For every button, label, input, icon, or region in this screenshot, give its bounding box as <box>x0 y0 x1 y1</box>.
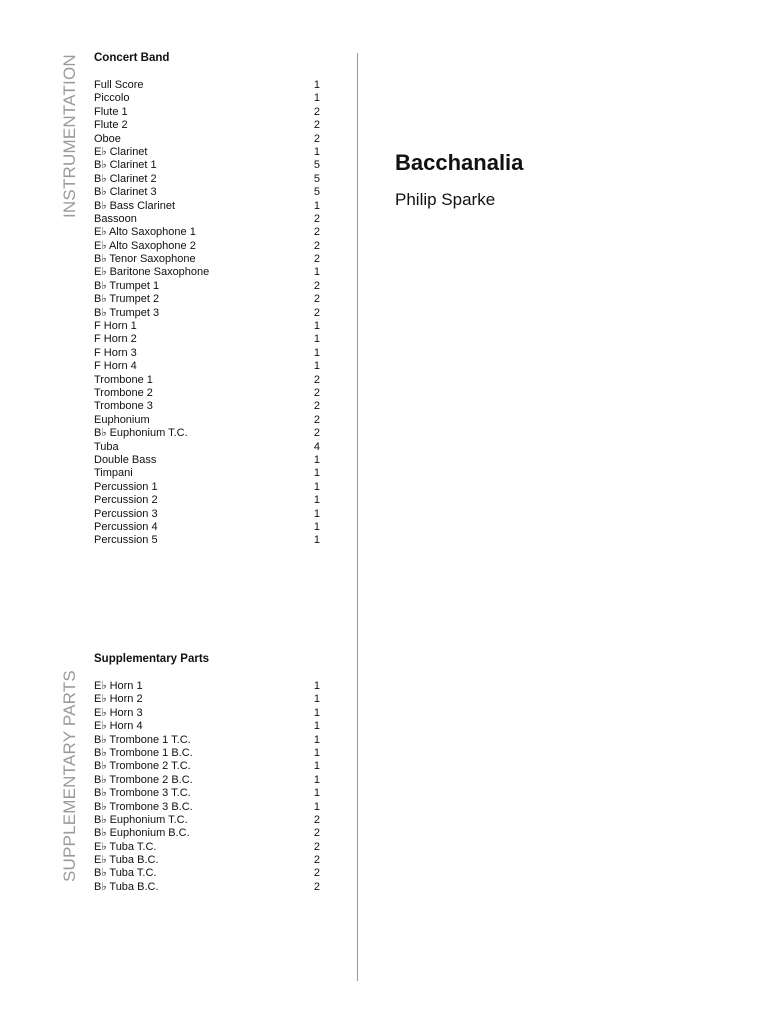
part-quantity: 2 <box>313 813 320 826</box>
part-name: E♭ Tuba B.C. <box>94 854 159 867</box>
part-name: Piccolo <box>94 92 130 105</box>
part-name: Percussion 3 <box>94 507 158 520</box>
part-name: E♭ Alto Saxophone 2 <box>94 239 196 252</box>
part-row <box>94 454 326 467</box>
part-name: B♭ Bass Clarinet <box>94 199 175 212</box>
part-name: B♭ Tuba T.C. <box>94 867 157 880</box>
piece-title: Bacchanalia <box>395 150 524 175</box>
part-name: B♭ Euphonium T.C. <box>94 813 188 826</box>
part-name: E♭ Tuba T.C. <box>94 840 157 853</box>
part-row <box>94 79 326 92</box>
part-row <box>94 92 326 105</box>
part-name: Percussion 4 <box>94 520 158 533</box>
part-quantity: 1 <box>313 346 320 359</box>
part-quantity: 2 <box>313 413 320 426</box>
part-row <box>94 240 326 253</box>
part-name: B♭ Clarinet 2 <box>94 172 157 185</box>
column-divider <box>357 53 358 981</box>
part-quantity: 2 <box>313 306 320 319</box>
part-name: B♭ Trombone 1 T.C. <box>94 733 191 746</box>
part-quantity: 2 <box>313 132 320 145</box>
part-quantity: 2 <box>313 279 320 292</box>
part-quantity: 1 <box>313 467 320 480</box>
part-quantity: 1 <box>313 706 320 719</box>
part-quantity: 1 <box>313 773 320 786</box>
part-quantity: 2 <box>313 253 320 266</box>
part-quantity: 1 <box>313 453 320 466</box>
part-quantity: 1 <box>313 320 320 333</box>
concert-band-heading: Concert Band <box>94 52 170 64</box>
part-row <box>94 427 326 440</box>
part-quantity: 4 <box>313 440 320 453</box>
part-quantity: 1 <box>313 360 320 373</box>
part-row <box>94 774 326 787</box>
part-name: Trombone 2 <box>94 386 153 399</box>
part-name: Euphonium <box>94 413 150 426</box>
part-quantity: 1 <box>313 760 320 773</box>
part-quantity: 1 <box>313 494 320 507</box>
part-row <box>94 253 326 266</box>
part-row <box>94 307 326 320</box>
part-row <box>94 693 326 706</box>
part-row <box>94 707 326 720</box>
part-name: F Horn 2 <box>94 333 137 346</box>
part-row <box>94 801 326 814</box>
part-name: F Horn 1 <box>94 320 137 333</box>
part-name: E♭ Horn 2 <box>94 693 143 706</box>
part-quantity: 1 <box>313 199 320 212</box>
part-row <box>94 467 326 480</box>
part-row <box>94 280 326 293</box>
part-quantity: 2 <box>313 373 320 386</box>
part-name: Flute 1 <box>94 105 128 118</box>
part-row <box>94 266 326 279</box>
part-row <box>94 374 326 387</box>
part-name: Flute 2 <box>94 119 128 132</box>
part-name: F Horn 3 <box>94 346 137 359</box>
concert-band-parts-list <box>94 79 326 548</box>
part-quantity: 1 <box>313 507 320 520</box>
part-row <box>94 747 326 760</box>
part-row <box>94 293 326 306</box>
part-quantity: 1 <box>313 787 320 800</box>
part-row <box>94 159 326 172</box>
part-name: E♭ Horn 3 <box>94 706 143 719</box>
part-quantity: 2 <box>313 119 320 132</box>
part-row <box>94 787 326 800</box>
part-quantity: 1 <box>313 79 320 91</box>
part-row <box>94 173 326 186</box>
part-name: B♭ Euphonium B.C. <box>94 827 190 840</box>
part-row <box>94 760 326 773</box>
part-quantity: 1 <box>313 534 320 547</box>
part-name: E♭ Horn 4 <box>94 720 143 733</box>
part-row <box>94 521 326 534</box>
part-row <box>94 720 326 733</box>
part-quantity: 2 <box>313 293 320 306</box>
instrumentation-side-label: INSTRUMENTATION <box>60 54 79 218</box>
part-name: E♭ Clarinet <box>94 145 148 158</box>
part-row <box>94 534 326 547</box>
part-row <box>94 186 326 199</box>
part-row <box>94 827 326 840</box>
part-name: E♭ Alto Saxophone 1 <box>94 226 196 239</box>
part-row <box>94 508 326 521</box>
part-quantity: 1 <box>313 733 320 746</box>
part-name: Trombone 3 <box>94 400 153 413</box>
part-row <box>94 106 326 119</box>
part-row <box>94 360 326 373</box>
part-quantity: 1 <box>313 520 320 533</box>
part-name: Percussion 2 <box>94 494 158 507</box>
part-row <box>94 481 326 494</box>
part-name: Full Score <box>94 79 144 91</box>
part-name: B♭ Tuba B.C. <box>94 880 159 893</box>
part-quantity: 1 <box>313 800 320 813</box>
part-quantity: 1 <box>313 92 320 105</box>
part-name: B♭ Trumpet 3 <box>94 306 160 319</box>
part-quantity: 2 <box>313 827 320 840</box>
part-name: Tuba <box>94 440 119 453</box>
part-quantity: 2 <box>313 239 320 252</box>
supplementary-parts-heading: Supplementary Parts <box>94 653 210 665</box>
part-row <box>94 119 326 132</box>
part-quantity: 2 <box>313 880 320 893</box>
part-name: F Horn 4 <box>94 360 137 373</box>
part-row <box>94 734 326 747</box>
part-quantity: 1 <box>313 480 320 493</box>
part-row <box>94 400 326 413</box>
part-quantity: 2 <box>313 226 320 239</box>
part-name: B♭ Trombone 3 B.C. <box>94 800 193 813</box>
part-name: Percussion 5 <box>94 534 158 547</box>
part-name: Double Bass <box>94 453 157 466</box>
part-quantity: 1 <box>313 680 320 692</box>
part-quantity: 2 <box>313 427 320 440</box>
part-quantity: 2 <box>313 840 320 853</box>
part-quantity: 2 <box>313 400 320 413</box>
part-name: E♭ Baritone Saxophone <box>94 266 210 279</box>
part-quantity: 5 <box>313 172 320 185</box>
part-quantity: 5 <box>313 186 320 199</box>
part-name: B♭ Tenor Saxophone <box>94 253 196 266</box>
part-row <box>94 133 326 146</box>
part-quantity: 2 <box>313 854 320 867</box>
part-row <box>94 226 326 239</box>
part-row <box>94 867 326 880</box>
part-quantity: 1 <box>313 746 320 759</box>
part-quantity: 1 <box>313 693 320 706</box>
part-name: B♭ Clarinet 3 <box>94 186 157 199</box>
part-name: Bassoon <box>94 212 137 225</box>
part-quantity: 2 <box>313 867 320 880</box>
part-name: Timpani <box>94 467 133 480</box>
part-row <box>94 387 326 400</box>
part-row <box>94 494 326 507</box>
part-quantity: 2 <box>313 212 320 225</box>
part-name: B♭ Trombone 2 T.C. <box>94 760 191 773</box>
part-name: B♭ Trombone 2 B.C. <box>94 773 193 786</box>
part-quantity: 5 <box>313 159 320 172</box>
supplementary-parts-side-label: SUPPLEMENTARY PARTS <box>60 670 79 882</box>
part-quantity: 2 <box>313 105 320 118</box>
part-name: Percussion 1 <box>94 480 158 493</box>
part-row <box>94 441 326 454</box>
part-row <box>94 881 326 894</box>
part-row <box>94 854 326 867</box>
part-row <box>94 347 326 360</box>
part-name: Trombone 1 <box>94 373 153 386</box>
part-quantity: 1 <box>313 720 320 733</box>
part-name: B♭ Euphonium T.C. <box>94 427 188 440</box>
part-name: B♭ Trumpet 2 <box>94 293 160 306</box>
composer-name: Philip Sparke <box>395 190 496 209</box>
part-row <box>94 814 326 827</box>
part-name: B♭ Clarinet 1 <box>94 159 157 172</box>
part-name: B♭ Trumpet 1 <box>94 279 160 292</box>
part-quantity: 1 <box>313 333 320 346</box>
supplementary-parts-list <box>94 680 326 894</box>
part-row <box>94 680 326 693</box>
part-row <box>94 333 326 346</box>
part-row <box>94 841 326 854</box>
part-row <box>94 414 326 427</box>
part-name: B♭ Trombone 3 T.C. <box>94 787 191 800</box>
part-row <box>94 320 326 333</box>
part-row <box>94 213 326 226</box>
part-name: B♭ Trombone 1 B.C. <box>94 746 193 759</box>
part-row <box>94 146 326 159</box>
part-quantity: 1 <box>313 266 320 279</box>
part-quantity: 1 <box>313 145 320 158</box>
part-name: Oboe <box>94 132 121 145</box>
part-name: E♭ Horn 1 <box>94 680 143 692</box>
part-row <box>94 200 326 213</box>
part-quantity: 2 <box>313 386 320 399</box>
